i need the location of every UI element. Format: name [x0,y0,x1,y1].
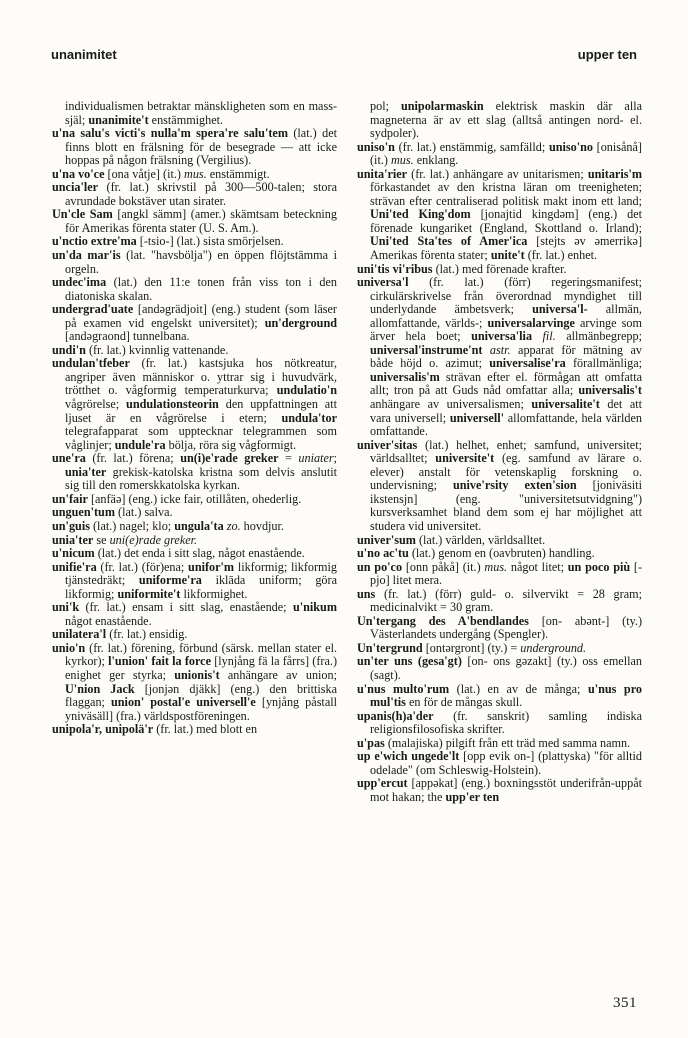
headword: upanis(h)a'der [357,708,434,723]
headword: unipola'r, unipolä'r [52,722,154,737]
dictionary-entry [52,168,337,182]
headword: un'da mar'is [52,248,121,263]
headword: Un'cle Sam [52,207,113,222]
dictionary-entry [357,655,642,682]
definition-text: = [278,451,299,466]
dictionary-entry [52,303,337,344]
definition-text: individualismen betraktar mänskligheten som en mass-själ; [65,99,337,127]
definition-text: [andəgraond] tunnelbana. [65,329,190,344]
dictionary-entry [52,357,337,452]
dictionary-entry [357,276,642,439]
usage-label: mus. [390,153,414,168]
headword: un po'co [357,559,403,574]
definition-text: (fr. lat.) ensam i sitt slag, enastående; [79,600,293,615]
dictionary-entry [52,601,337,628]
headword: undec'ima [52,275,107,290]
definition-text: [-tsio-] (lat.) sista smörjelsen. [136,234,284,249]
headword: undulatio'n [276,383,337,398]
headword: up e'wich ungede'lt [357,749,460,764]
headword: universa'lia [471,329,533,344]
headword: unia'ter [65,464,107,479]
guide-word-right: upper ten [577,47,637,62]
definition-text: [anfäə] (eng.) icke fair, otillåten, ohederlig. [87,491,302,506]
definition-text: det att vara universell; [370,397,642,425]
headword: U'nion Jack [65,681,135,696]
usage-label: astr. [489,342,511,357]
definition-text: [onisånå] (it.) [370,139,642,168]
definition-text: [andəgrädjoit] (eng.) student (som läser på examen vid engelskt universitet); [65,302,337,330]
definition-text: likformighet. [180,586,248,601]
definition-text: iklāda uniform; göra likformig; [65,573,337,601]
dictionary-entry [52,452,337,493]
definition-text: [on- abənt-] (ty.) Västerlandets undergång (Spengler). [370,613,642,642]
dictionary-entry [357,615,642,642]
headword: undi'n [52,342,86,357]
dictionary-entry [52,642,337,723]
page-number: 351 [613,995,637,1011]
headword: unguen'tum [52,505,115,520]
headword: un'fair [52,491,88,506]
definition-text: likformig; likformig tjänstedräkt; [65,559,337,588]
usage-label: zo. [226,518,241,533]
dictionary-entry [52,235,337,249]
dictionary-entry [357,588,642,615]
usage-label: uniater [298,451,334,466]
definition-text: (fr. lat.) (förr) regeringsmanifest; cirkulärskrivelse från överordnad myndighet till underlydande ämbetsverk; [370,275,642,317]
definition-text: (fr. lat.) förening, förbund (särsk. mellan stater el. kyrkor); [65,640,337,669]
definition-text: [lynjång fä la fårrs] (fra.) enighet ger styrka; [65,654,337,682]
definition-text: en för de mångas skull. [405,695,523,710]
headword: u'no ac'tu [357,546,409,561]
definition-text: anhängare av universalismen; [370,397,532,412]
headword: u'nikum [292,600,337,615]
headword: universa'l [357,275,409,290]
headword: universalise'ra [489,356,566,371]
headword: Un'tergrund [357,640,423,655]
definition-text: allomfattande, hela världen omfattande. [370,410,642,439]
definition-text: se [93,532,110,547]
definition-text: (fr. lat.) med blott en [153,722,258,737]
definition-text: (lat.) en av de många; [449,681,588,696]
headword: uncia'ler [52,180,99,195]
headword: un'ter uns (gesa'gt) [357,654,462,669]
definition-text: pol; [370,99,401,113]
headword: universalis'm [370,369,440,384]
definition-text: [joniväsiti ikstensjn] (eng. "universitetsutvidgning") kursverksamhet bland dem som ej har möjlighet att studera vid universitet. [370,478,642,533]
definition-text [482,343,489,357]
definition-text: [appəkat] (eng.) boxningsstöt underifrån-uppåt mot hakan; the [370,776,642,804]
headword: Uni'ted Sta'tes of Amer'ica [370,234,528,249]
guide-word-left: unanimitet [51,47,117,62]
headword: uniso'no [548,139,593,154]
headword: uniforme'ra [138,573,202,588]
definition-text: elektrisk maskin där alla magneterna är av ett slag (alltså antingen nord- el. sydpoler). [370,99,642,141]
definition-text: (fr. lat.) förena; [85,451,181,466]
right-column [357,100,642,804]
dictionary-entry [52,127,337,168]
headword: un'guis [52,518,90,533]
definition-text: (lat.) nagel; klo; [89,518,175,533]
headword: ungula'ta [174,518,224,533]
usage-label: underground. [520,640,587,655]
definition-text: telegrafapparat som upptecknar telegrammen som våglinjer; [65,424,337,452]
headword: u'na vo'ce [52,166,105,181]
definition-text: (fr. lat.) ensidig. [106,627,188,642]
dictionary-entry [357,439,642,534]
headword: unio'n [52,640,86,655]
definition-text: [ontərgront] (ty.) = [422,640,521,655]
definition-text: (fr. sanskrit) samling indiska religionsfilosofiska skrifter. [370,708,642,737]
dictionary-entry [52,493,337,507]
definition-text: (lat.) det enda i sitt slag, något enastående. [94,546,305,561]
headword: unitaris'm [587,166,642,181]
headword: un poco più [567,559,631,574]
headword: u'nicum [52,546,95,561]
left-column [52,100,337,737]
dictionary-entry [52,506,337,520]
definition-text: (lat.) genom en (oavbruten) handling. [408,546,595,561]
definition-text: enklang. [413,153,459,168]
definition-text: förallmänliga; [565,356,642,371]
headword: un(i)e'rade greker [180,451,279,466]
headword: univer'sitas [357,437,418,452]
definition-text: den uppfattningen att ljuset är en vågrörelse i etern; [65,397,337,425]
definition-text: [on- ons gəzakt] (ty.) oss emellan (sagt). [370,654,642,682]
definition-text: [opp evik on-] (plattyska) "för alltid odelade" (om Schleswig-Holstein). [370,749,642,777]
dictionary-entry [357,642,642,656]
definition-text: (fr. lat.) enhet. [524,248,598,263]
headword: universal'instrume'nt [370,342,483,357]
dictionary-entry [357,141,642,168]
dictionary-entry [357,168,642,263]
dictionary-entry [357,263,642,277]
dictionary-entry [52,249,337,276]
definition-text: [ona våtje] (it.) [104,166,185,181]
definition-text: vågrörelse; [65,397,127,412]
headword: unia'ter [52,532,94,547]
dictionary-entry [52,547,337,561]
definition-text: enstämmighet. [148,112,224,127]
usage-label: fil. [542,329,556,344]
headword: uni'tis vi'ribus [357,261,433,276]
definition-text: (lat.) salva. [115,505,173,520]
definition-text: (fr. lat.) (förr) guld- o. silvervikt = 28 gram; medicinalvikt = 30 gram. [370,586,642,615]
definition-text: [angkl sämm] (amer.) skämtsam beteckning för Amerikas förenta stater (U. S. Am.). [65,207,337,235]
dictionary-entry [52,628,337,642]
definition-text: arvinge som ärver hela boet; [370,315,642,344]
dictionary-entry [357,561,642,588]
headword: unionis't [174,667,220,682]
headword: undulan'tfeber [52,356,130,371]
definition-text: hovdjur. [240,518,284,533]
headword: upp'er ten [445,789,500,804]
headword: unanimite't [88,112,149,127]
headword: undula'tor [281,410,337,425]
definition-text: (fr. lat.) skrivstil på 300—500-talen; stora avrundade bokstäver utan sirater. [65,180,337,208]
definition-text: strävan efter el. förmågan att omfatta allt; tron på att Guds nåd omfattar alla; [370,369,642,398]
definition-text: ; [333,451,337,466]
headword: unite't [490,248,525,263]
headword: uniformite't [117,586,181,601]
headword: undule'ra [114,437,166,452]
headword: unipolarmaskin [400,99,484,113]
definition-text: (fr. lat.) kvinnlig vattenande. [85,342,229,357]
dictionary-entry [52,208,337,235]
dictionary-entry [357,777,642,804]
definition-text: (fr. lat.) enstämmig, samfälld; [394,139,549,154]
definition-text: något litet; [507,559,568,574]
headword: u'nus pro mul'tis [370,681,642,710]
headword: une'ra [52,451,86,466]
headword: universell' [449,410,504,425]
definition-text: (lat.) det finns blott en frälsning för de besegrade — att icke hoppas på någon frälsning (Vergilius). [65,126,337,168]
dictionary-entry [357,737,642,751]
definition-text: (eg. samfund av lärare o. elever) anstalt för vetenskaplig forskning o. undervisning; [370,451,642,493]
headword: unita'rier [357,166,408,181]
definition-text: [jonjən djäkk] (eng.) den brittiska flaggan; [65,681,337,710]
definition-text: (fr. lat.) (för)ena; [96,559,189,574]
headword: u'nus multo'rum [357,681,450,696]
definition-text: bölja, röra sig vågformigt. [165,437,297,452]
headword: Uni'ted King'dom [370,207,471,222]
definition-text: allmänbegrepp; [555,329,642,344]
definition-text: [-pjo] litet mera. [370,559,643,588]
definition-text: enstämmigt. [206,166,270,181]
entry-continuation [357,100,642,141]
definition-text: allmän, allomfattande, världs-; [370,302,642,330]
definition-text: förkastandet av den kristna läran om treenigheten; strävan efter centraliserad politisk makt inom ett land; [370,180,642,208]
headword: undergrad'uate [52,302,134,317]
definition-text: (malajiska) pilgift från ett träd med samma namn. [384,735,631,750]
headword: u'nctio extre'ma [52,234,137,249]
definition-text: [onn påkå] (it.) [402,559,485,574]
dictionary-entry [52,181,337,208]
definition-text: (lat. "havsbölja") en öppen flöjtstämma i orgeln. [65,248,337,276]
headword: upp'ercut [357,776,408,791]
entry-continuation [52,100,337,127]
headword: Un'tergang des A'bendlandes [357,613,529,628]
usage-label: mus. [484,559,508,574]
headword: unifor'm [188,559,235,574]
dictionary-entry [52,534,337,548]
dictionary-entry [52,723,337,737]
definition-text: (lat.) den 11:e tonen från viss ton i den diatoniska skalan. [65,275,337,303]
headword: unifie'ra [52,559,97,574]
definition-text: (fr. lat.) anhängare av unitarismen; [407,166,588,181]
headword: un'derground [264,315,337,330]
dictionary-entry [357,683,642,710]
headword: universalis't [578,383,642,398]
dictionary-entry [357,710,642,737]
headword: univer'sum [357,532,416,547]
definition-text: (fr. lat.) kastsjuka hos nötkreatur, angriper även människor o. yttrar sig i huvudvärk, trötthet o. vågformig temperaturkurva; [65,356,337,398]
definition-text [532,329,542,343]
headword: unilatera'l [52,627,107,642]
dictionary-entry [357,547,642,561]
headword: union' postal'e universell'e [111,695,256,710]
headword: uniso'n [357,139,395,154]
headword: u'pas [357,735,385,750]
definition-text: (lat.) med förenade krafter. [432,261,567,276]
headword: universa'l- [532,302,588,317]
definition-text: (lat.) helhet, enhet; samfund, universitet; världsalltet; [370,437,642,466]
dictionary-entry [52,344,337,358]
dictionary-entry [52,561,337,602]
usage-label: uni(e)rade greker. [109,532,198,547]
dictionary-entry [357,534,642,548]
usage-label: mus. [184,166,207,181]
headword: l'union' fait la force [108,654,211,669]
headword: universalite't [531,397,600,412]
headword: u'na salu's victi's nulla'm spera're salu'tem [52,126,288,141]
definition-text: [jonajtid kingdəm] (eng.) det förenade kungariket (England, Skottland o. Irland); [370,207,642,235]
definition-text: (lat.) världen, världsalltet. [415,532,546,547]
dictionary-entry [357,750,642,777]
definition-text: något enastående. [65,613,152,628]
definition-text: [stejts əv əmerrikə] Amerikas förenta stater; [370,234,643,263]
dictionary-entry [52,520,337,534]
definition-text: apparat för mätning av både höjd o. azimut; [370,342,642,371]
definition-text: [ynjång påstall yniväsäll] (fra.) världspostföreningen. [65,695,337,723]
headword: uns [357,586,376,601]
headword: undulationsteorin [126,397,219,412]
headword: universalarvinge [487,315,575,330]
headword: uni'k [52,600,80,615]
headword: unive'rsity exten'sion [452,478,577,493]
headword: universite't [435,451,495,466]
definition-text: grekisk-katolska kristna som delvis anslutit sig till den romerskkatolska kyrkan. [65,464,337,493]
dictionary-entry [52,276,337,303]
definition-text: anhängare av union; [219,667,337,682]
